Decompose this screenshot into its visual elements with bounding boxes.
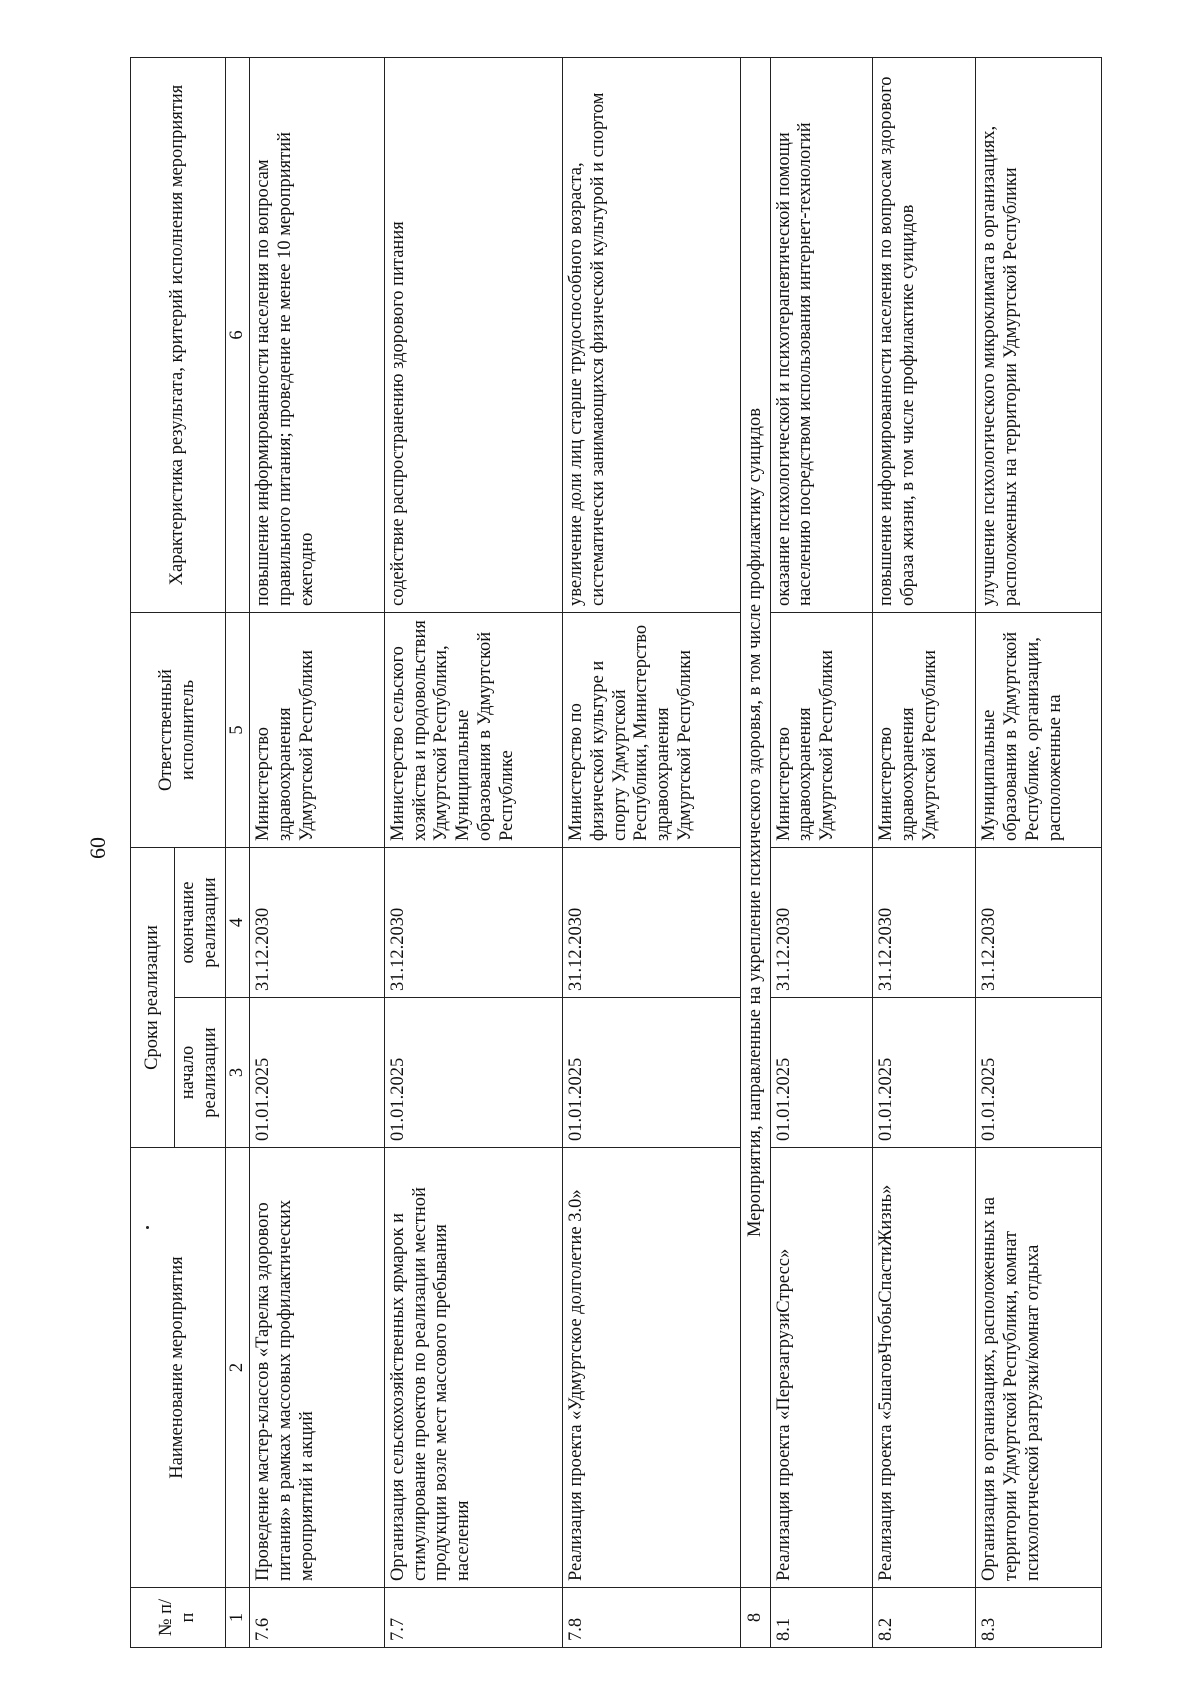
row-executor: Министерство по физической культуре и спорту Удмуртской Республики, Министерство здравоохранения Удмуртской Республики [562, 613, 740, 848]
row-start: 01.01.2025 [384, 998, 562, 1148]
row-result: содействие распространению здорового питания [384, 58, 562, 613]
row-name: Реализация проекта «5шаговЧтобыСпастиЖизнь» [873, 1148, 976, 1588]
row-name: Реализация проекта «ПерезагрузиСтресс» [770, 1148, 873, 1588]
rotated-table-frame [130, 58, 1102, 1648]
table-row [873, 58, 976, 1648]
header-executor: Ответственный исполнитель [131, 613, 226, 848]
col-number-5: 5 [225, 613, 250, 848]
row-executor: Министерство здравоохранения Удмуртской Республики [770, 613, 873, 848]
row-num: 8.2 [873, 1588, 976, 1648]
row-end: 31.12.2030 [873, 848, 976, 998]
col-number-3: 3 [225, 998, 250, 1148]
row-executor: Министерство сельского хозяйства и продовольствия Удмуртской Республики, Муниципальные образования в Удмуртской Республике [384, 613, 562, 848]
table-row [384, 58, 562, 1648]
row-name: Организация сельскохозяйственных ярмарок и стимулирование проектов по реализации местной продукции возле мест массового пребывания населения [384, 1148, 562, 1588]
col-number-1: 1 [225, 1588, 250, 1648]
activities-table [130, 57, 1102, 1648]
row-end: 31.12.2030 [250, 848, 384, 998]
header-name: Наименование мероприятия [131, 1148, 226, 1588]
row-result: повышение информированности населения по вопросам правильного питания; проведение не менее 10 мероприятий ежегодно [250, 58, 384, 613]
row-num: 7.6 [250, 1588, 384, 1648]
col-number-4: 4 [225, 848, 250, 998]
row-start: 01.01.2025 [250, 998, 384, 1148]
row-num: 7.8 [562, 1588, 740, 1648]
row-num: 8.3 [976, 1588, 1102, 1648]
header-result: Характеристика результата, критерий исполнения мероприятия [131, 58, 226, 613]
table-row [976, 58, 1102, 1648]
header-end: окончание реализации [175, 848, 226, 998]
header-terms: Сроки реализации [131, 848, 175, 1148]
table-row [770, 58, 873, 1648]
row-start: 01.01.2025 [976, 998, 1102, 1148]
section-row [741, 58, 770, 1648]
column-numbers-row [225, 58, 250, 1648]
col-number-2: 2 [225, 1148, 250, 1588]
row-end: 31.12.2030 [384, 848, 562, 998]
row-result: улучшение психологического микроклимата в организациях, расположенных на территории Удмуртской Республики [976, 58, 1102, 613]
row-end: 31.12.2030 [976, 848, 1102, 998]
row-result: оказание психологической и психотерапевтической помощи населению посредством использования интернет-технологий [770, 58, 873, 613]
table-row [562, 58, 740, 1648]
page-number: 60 [85, 837, 110, 859]
section-num: 8 [741, 1588, 770, 1648]
row-result: увеличение доли лиц старше трудоспособного возраста, систематически занимающихся физической культурой и спортом [562, 58, 740, 613]
row-name: Реализация проекта «Удмуртское долголетие 3.0» [562, 1148, 740, 1588]
row-num: 8.1 [770, 1588, 873, 1648]
row-start: 01.01.2025 [562, 998, 740, 1148]
row-name: Организация в организациях, расположенных на территории Удмуртской Республики, комнат психологической разгрузки/комнат отдыха [976, 1148, 1102, 1588]
table-row [250, 58, 384, 1648]
row-name: Проведение мастер-классов «Тарелка здорового питания» в рамках массовых профилактических мероприятий и акций [250, 1148, 384, 1588]
col-number-6: 6 [225, 58, 250, 613]
header-row-1 [131, 58, 175, 1648]
row-num: 7.7 [384, 1588, 562, 1648]
row-executor: Министерство здравоохранения Удмуртской Республики [873, 613, 976, 848]
row-executor: Муниципальные образования в Удмуртской Республике, организации, расположенные на [976, 613, 1102, 848]
row-result: повышение информированности населения по вопросам здорового образа жизни, в том числе профилактике суицидов [873, 58, 976, 613]
row-start: 01.01.2025 [873, 998, 976, 1148]
row-executor: Министерство здравоохранения Удмуртской Республики [250, 613, 384, 848]
header-start: начало реализации [175, 998, 226, 1148]
header-num: № п/п [131, 1588, 226, 1648]
row-start: 01.01.2025 [770, 998, 873, 1148]
row-end: 31.12.2030 [770, 848, 873, 998]
section-title: Мероприятия, направленные на укрепление психического здоровья, в том числе профилактику суицидов [741, 58, 770, 1588]
row-end: 31.12.2030 [562, 848, 740, 998]
